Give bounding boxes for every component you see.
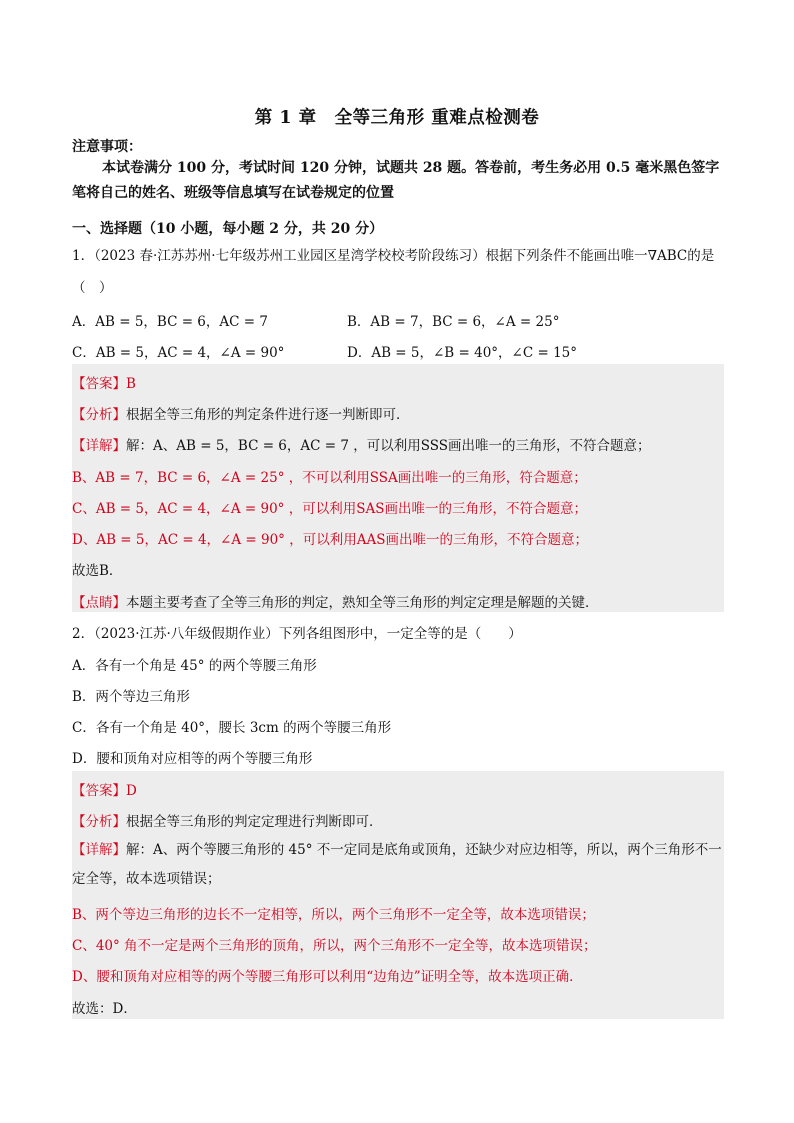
q2-detail-3: C、40° 角不一定是两个三角形的顶角，所以，两个三角形不一定全等，故本选项错误； xyxy=(72,938,597,954)
q1-detail-line-1 xyxy=(72,434,651,454)
q1-analysis-line xyxy=(72,403,410,423)
q2-detail-2: B、两个等边三角形的边长不一定相等，所以，两个三角形不一定全等，故本选项错误； xyxy=(72,907,595,923)
q1-comment-line xyxy=(72,591,599,611)
q1-option-a: A．AB = 5，BC = 6，AC = 7 xyxy=(72,314,268,330)
q1-detail-4: D、AB = 5，AC = 4，∠A = 90° ，可以利用AAS画出唯一的三角形，不符合题意； xyxy=(72,532,588,548)
q2-analysis: 根据全等三角形的判定定理进行判断即可． xyxy=(126,814,383,830)
q1-option-d: D．AB = 5，∠B = 40°，∠C = 15° xyxy=(347,345,577,361)
detail-tag: 【详解】 xyxy=(72,842,126,858)
section-heading: 一、选择题（10 小题，每小题 2 分，共 20 分） xyxy=(72,221,384,237)
q2-option-d: D．腰和顶角对应相等的两个等腰三角形 xyxy=(72,751,313,767)
q1-stem-blank: （ ） xyxy=(72,280,113,296)
q1-choose: 故选B． xyxy=(72,563,123,579)
q2-stem: 2．（2023·江苏·八年级假期作业）下列各组图形中，一定全等的是（ ） xyxy=(72,626,522,642)
q1-answer-line xyxy=(72,372,136,392)
q1-comment: 本题主要考查了全等三角形的判定，熟知全等三角形的判定定理是解题的关键． xyxy=(126,595,599,611)
q2-analysis-line xyxy=(72,810,383,830)
answer-tag: 【答案】 xyxy=(72,783,126,799)
notice-heading: 注意事项： xyxy=(72,139,142,155)
q1-detail-1: 解：A、AB = 5，BC = 6，AC = 7 ，可以利用SSS画出唯一的三角形，不符合题意； xyxy=(126,438,651,454)
q1-detail-3: C、AB = 5，AC = 4，∠A = 90° ，可以利用SAS画出唯一的三角形，不符合题意； xyxy=(72,501,587,517)
q2-option-a: A．各有一个角是 45° 的两个等腰三角形 xyxy=(72,658,317,674)
q2-answer-line xyxy=(72,779,137,799)
q2-option-c: C．各有一个角是 40°，腰长 3cm 的两个等腰三角形 xyxy=(72,720,392,736)
detail-tag: 【详解】 xyxy=(72,438,126,454)
q1-answer-block xyxy=(72,364,724,612)
q2-answer: D xyxy=(126,783,137,799)
q2-choose: 故选：D． xyxy=(72,1001,137,1017)
q1-analysis: 根据全等三角形的判定条件进行逐一判断即可． xyxy=(126,407,410,423)
q2-option-b: B．两个等边三角形 xyxy=(72,689,190,705)
q1-detail-2: B、AB = 7，BC = 6，∠A = 25° ，不可以利用SSA画出唯一的三角形，符合题意； xyxy=(72,470,587,486)
analysis-tag: 【分析】 xyxy=(72,407,126,423)
q2-detail-4: D、腰和顶角对应相等的两个等腰三角形可以利用“边角边”证明全等，故本选项正确． xyxy=(72,969,583,985)
answer-tag: 【答案】 xyxy=(72,376,126,392)
notice-text: 本试卷满分 100 分，考试时间 120 分钟，试题共 28 题。答卷前，考生务必用 0.5 毫米黑色签字笔将自己的姓名、班级等信息填写在试卷规定的位置 xyxy=(72,160,720,201)
q1-answer: B xyxy=(126,376,136,392)
analysis-tag: 【分析】 xyxy=(72,814,126,830)
q1-stem: 1．（2023 春·江苏苏州·七年级苏州工业园区星湾学校校考阶段练习）根据下列条件不能画出唯一∇ABC的是 xyxy=(72,248,715,264)
page-title: 第 1 章 全等三角形 重难点检测卷 xyxy=(254,108,540,128)
q2-detail-line-1 xyxy=(72,836,724,894)
q1-option-b: B．AB = 7，BC = 6，∠A = 25° xyxy=(347,314,560,330)
comment-tag: 【点睛】 xyxy=(72,595,126,611)
q2-detail-1: 解：A、两个等腰三角形的 45° 不一定同是底角或顶角，还缺少对应边相等，所以，两个三角形不一定全等，故本选项错误； xyxy=(72,842,722,887)
q1-option-c: C．AB = 5，AC = 4，∠A = 90° xyxy=(72,345,285,361)
